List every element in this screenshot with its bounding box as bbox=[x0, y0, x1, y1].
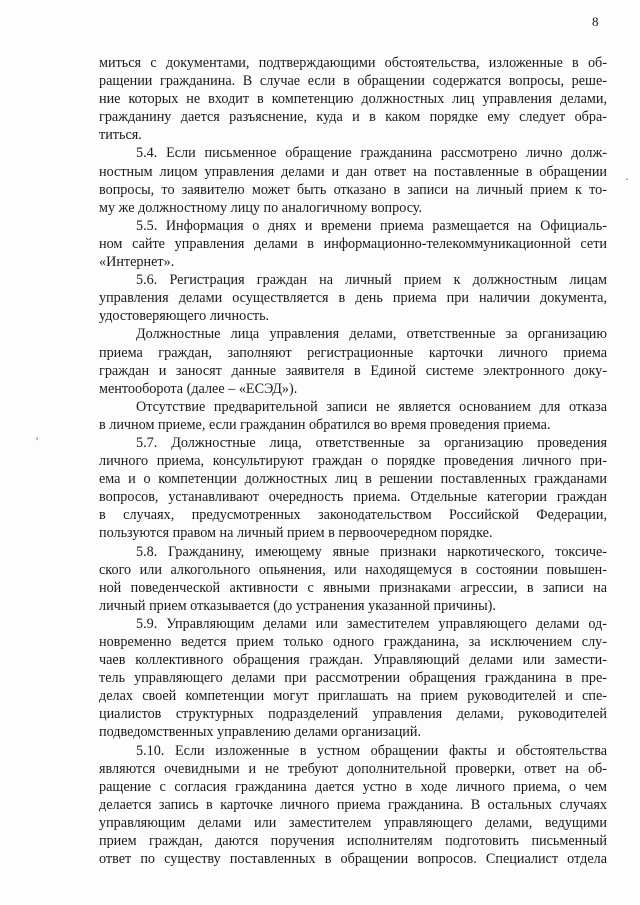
text-line: удостоверяющего личность. bbox=[99, 308, 270, 325]
text-line: 5.4. Если письменное обращение гражданина рассмотрено лично долж- bbox=[136, 145, 607, 162]
text-line: 5.9. Управляющим делами или заместителем управляющего делами од- bbox=[136, 615, 607, 632]
text-line: являются очевидными и не требуют дополнительной проверки, ответ на об- bbox=[99, 760, 607, 777]
text-line: Отсутствие предварительной записи не является основанием для отказа bbox=[136, 398, 607, 415]
text-line: вопросов, устанавливают очередность приема. Отдельные категории граждан bbox=[99, 489, 607, 506]
text-line: вопросы, то заявителю может быть отказано в записи на личный прием к то- bbox=[99, 181, 607, 198]
text-line: «Интернет». bbox=[99, 254, 175, 271]
text-line: 5.8. Гражданину, имеющему явные признаки наркотического, токсиче- bbox=[136, 543, 607, 560]
text-line: пользуются правом на личный прием в первоочередном порядке. bbox=[99, 525, 493, 542]
text-line: ращение с согласия гражданина дается устно в ходе личного приема, о чем bbox=[99, 778, 607, 795]
text-line: ского или алкогольного опьянения, или находящемуся в состоянии повышен- bbox=[99, 561, 607, 578]
text-line: ном сайте управления делами в информационно-телекоммуникационной сети bbox=[99, 235, 607, 252]
text-line: личного приема, консультируют граждан о порядке проведения личного при- bbox=[99, 453, 607, 470]
text-line: делах своей компетенции могут приглашать на прием руководителей и спе- bbox=[99, 688, 607, 705]
page-number: 8 bbox=[592, 14, 599, 29]
text-line: 5.7. Должностные лица, ответственные за организацию проведения bbox=[136, 434, 607, 451]
text-line: титься. bbox=[99, 127, 142, 144]
text-line: прием граждан, даются поручения исполнителям подготовить письменный bbox=[99, 833, 607, 850]
margin-speck: · bbox=[625, 172, 629, 186]
text-line: му же должностному лицу по аналогичному вопросу. bbox=[99, 199, 423, 216]
text-line: ментооборота (далее – «ЕСЭД»). bbox=[99, 380, 298, 397]
text-line: ращении гражданина. В случае если в обращении содержатся вопросы, реше- bbox=[99, 73, 607, 90]
text-line: циалистов структурных подразделений управления делами, руководителей bbox=[99, 706, 607, 723]
text-line: подведомственных управлению делами организаций. bbox=[99, 724, 422, 741]
text-line: ответ по существу поставленных в обращении вопросов. Специалист отдела bbox=[99, 851, 607, 868]
document-body bbox=[99, 54, 607, 868]
text-line: новременно ведется прием только одного гражданина, за исключением слу- bbox=[99, 634, 607, 650]
text-line: управления делами осуществляется в день приема при наличии документа, bbox=[99, 290, 607, 307]
text-line: гражданину дается разъяснение, куда и в каком порядке ему следует обра- bbox=[99, 109, 607, 126]
text-line: делается запись в карточке личного приема гражданина. В остальных случаях bbox=[99, 796, 607, 813]
text-line: миться с документами, подтверждающими обстоятельства, изложенные в об- bbox=[99, 55, 607, 71]
text-line: управляющим делами или заместителем управляющего делами, ведущими bbox=[99, 814, 607, 831]
text-line: ние которых не входит в компетенцию должностных лиц управления делами, bbox=[99, 91, 607, 108]
text-line: 5.10. Если изложенные в устном обращении факты и обстоятельства bbox=[136, 742, 607, 759]
text-line: в случаях, предусмотренных законодательством Российской Федерации, bbox=[99, 507, 607, 524]
text-line: чаев коллективного обращения граждан. Управляющий делами или замести- bbox=[99, 652, 607, 669]
text-line: 5.6. Регистрация граждан на личный прием к должностным лицам bbox=[136, 272, 607, 289]
text-line: ностным лицом управления делами и дан ответ на поставленные в обращении bbox=[99, 163, 607, 180]
text-line: граждан и заносят данные заявителя в Единой системе электронного доку- bbox=[99, 362, 607, 379]
text-line: приема граждан, заполняют регистрационные карточки личного приема bbox=[99, 344, 607, 361]
text-line: тель управляющего делами при рассмотрении обращения гражданина в пре- bbox=[99, 670, 607, 687]
text-line: ема и о компетенции должностных лиц в решении поставленных гражданами bbox=[99, 471, 607, 488]
text-line: в личном приеме, если гражданин обратился во время проведения приема. bbox=[99, 416, 551, 433]
text-line: Должностные лица управления делами, ответственные за организацию bbox=[136, 326, 607, 343]
text-line: личный прием отказывается (до устранения указанной причины). bbox=[99, 597, 496, 614]
text-line: 5.5. Информация о днях и времени приема размещается на Официаль- bbox=[136, 217, 607, 234]
margin-speck: ' bbox=[36, 434, 39, 448]
text-line: ной поведенческой активности с явными признаками агрессии, в записи на bbox=[99, 579, 607, 596]
